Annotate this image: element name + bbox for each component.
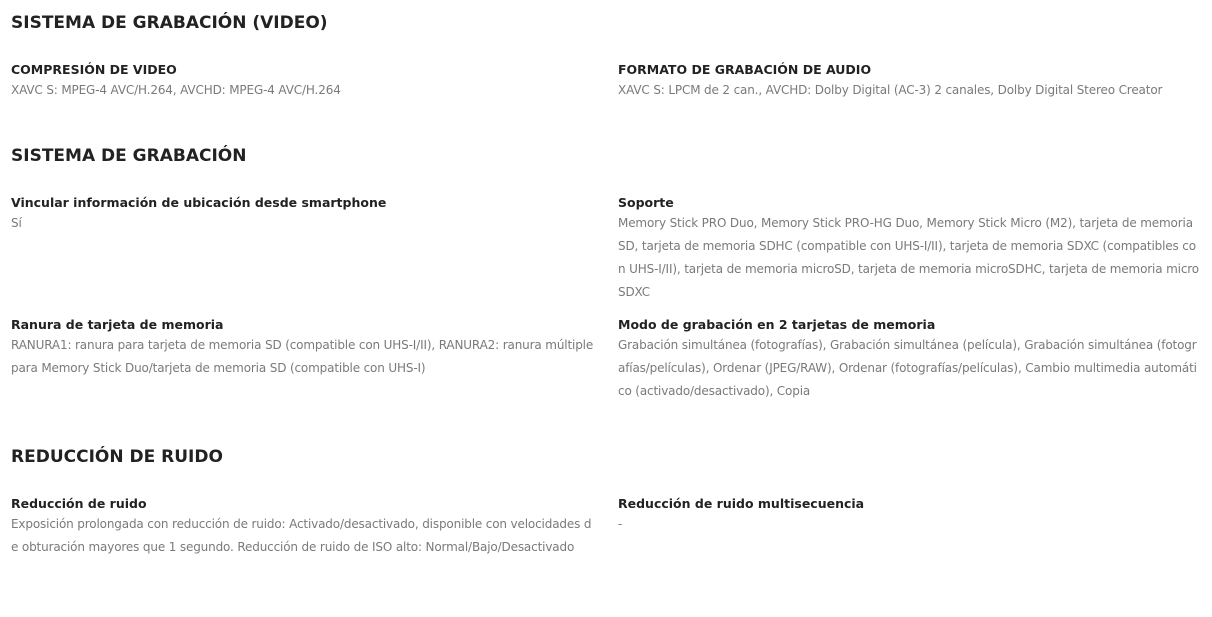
section-title: SISTEMA DE GRABACIÓN (VIDEO)	[11, 13, 328, 33]
spec-section-noise-reduction	[11, 446, 1206, 554]
spec-label: Reducción de ruido multisecuencia	[618, 496, 865, 511]
spec-value: Sí	[11, 216, 22, 230]
spec-label: FORMATO DE GRABACIÓN DE AUDIO	[618, 62, 872, 77]
spec-item-multiframe-noise-reduction	[618, 495, 1203, 536]
spec-label: Reducción de ruido	[11, 496, 147, 511]
spec-item-video-compression	[11, 61, 594, 102]
section-title: SISTEMA DE GRABACIÓN	[11, 146, 247, 166]
section-title: REDUCCIÓN DE RUIDO	[11, 447, 223, 467]
spec-value: Exposición prolongada con reducción de ruido: Activado/desactivado, disponible con velocidades de obturación mayores que 1 segundo. Reducción de ruido de ISO alto: Normal/Bajo/Desactivado	[11, 517, 592, 554]
spec-label: Vincular información de ubicación desde smartphone	[11, 195, 387, 210]
spec-item-card-slot	[11, 316, 594, 380]
spec-item-media	[618, 194, 1203, 304]
spec-value: Grabación simultánea (fotografías), Grabación simultánea (película), Grabación simultánea (fotografías/películas), Ordenar (JPEG/RAW), Ordenar (fotografías/películas), Cambio multimedia automático (activado/desactivado), Copia	[618, 338, 1197, 398]
spec-label: Soporte	[618, 195, 674, 210]
spec-value: XAVC S: LPCM de 2 can., AVCHD: Dolby Digital (AC-3) 2 canales, Dolby Digital Stereo Creator	[618, 83, 1163, 97]
spec-value: XAVC S: MPEG-4 AVC/H.264, AVCHD: MPEG-4 AVC/H.264	[11, 83, 341, 97]
spec-item-noise-reduction	[11, 495, 594, 559]
spec-value: RANURA1: ranura para tarjeta de memoria SD (compatible con UHS-I/II), RANURA2: ranura múltiple para Memory Stick Duo/tarjeta de memoria SD (compatible con UHS-I)	[11, 338, 594, 375]
spec-item-dual-card-mode	[618, 316, 1203, 403]
spec-value: -	[618, 517, 623, 531]
spec-value: Memory Stick PRO Duo, Memory Stick PRO-HG Duo, Memory Stick Micro (M2), tarjeta de memoria SD, tarjeta de memoria SDHC (compatible con UHS-I/II), tarjeta de memoria SDXC (compatibles con UHS-I/II), tarjeta de memoria microSD, tarjeta de memoria microSDHC, tarjeta de memoria microSDXC	[618, 216, 1199, 299]
spec-section-recording-system	[11, 145, 1206, 398]
spec-item-audio-format	[618, 61, 1203, 102]
spec-label: COMPRESIÓN DE VIDEO	[11, 62, 177, 77]
spec-item-location-link	[11, 194, 594, 235]
spec-label: Ranura de tarjeta de memoria	[11, 317, 224, 332]
spec-label: Modo de grabación en 2 tarjetas de memoria	[618, 317, 936, 332]
spec-section-video-recording	[11, 12, 1206, 97]
